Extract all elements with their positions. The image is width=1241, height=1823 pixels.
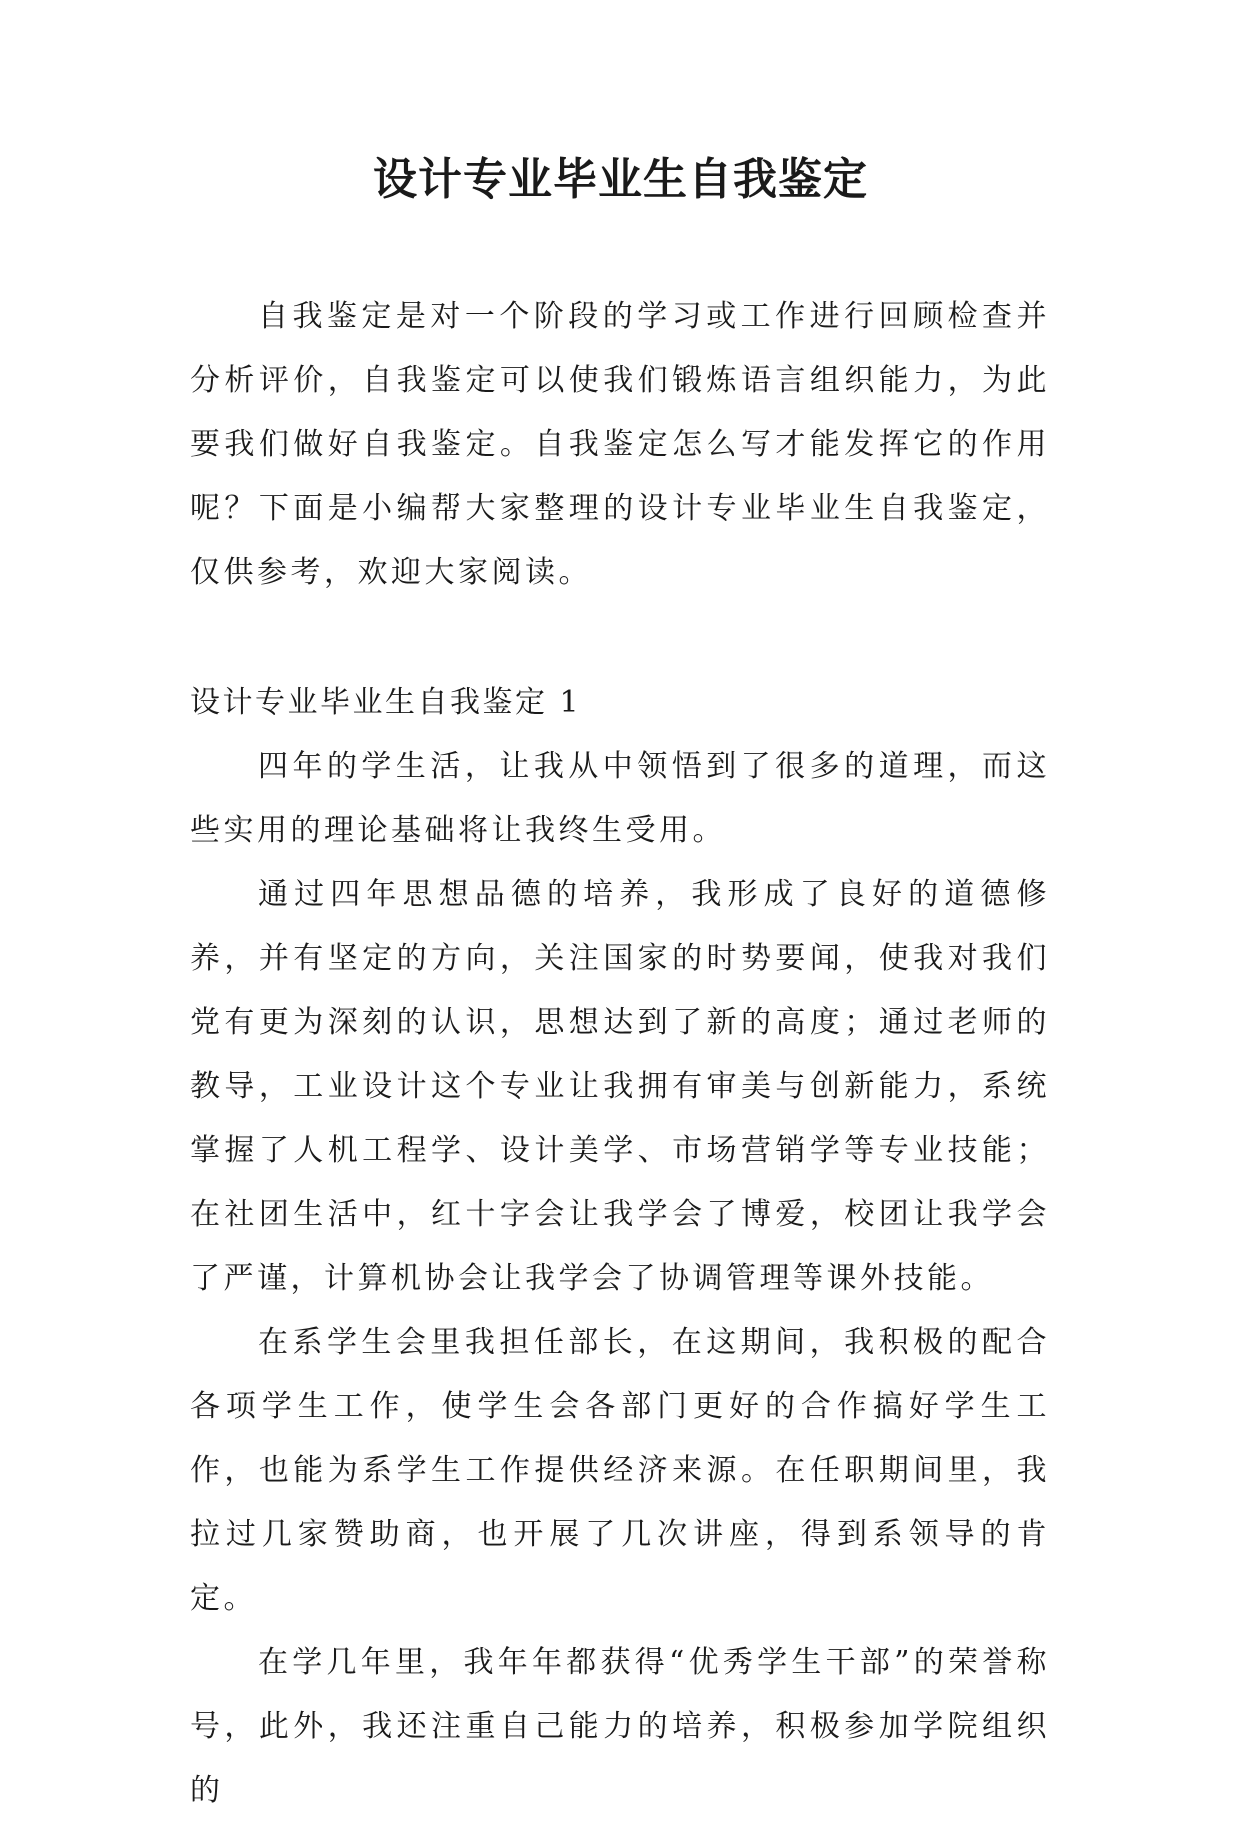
intro-paragraph: 自我鉴定是对一个阶段的学习或工作进行回顾检查并分析评价，自我鉴定可以使我们锻炼语言组织能力，为此要我们做好自我鉴定。自我鉴定怎么写才能发挥它的作用呢？下面是小编帮大家整理的设计专业毕业生自我鉴定，仅供参考，欢迎大家阅读。 [190, 299, 1050, 590]
document-body [190, 285, 1050, 1823]
body-paragraph-2: 通过四年思想品德的培养，我形成了良好的道德修养，并有坚定的方向，关注国家的时势要闻，使我对我们党有更为深刻的认识，思想达到了新的高度；通过老师的教导，工业设计这个专业让我拥有审美与创新能力，系统掌握了人机工程学、设计美学、市场营销学等专业技能；在社团生活中，红十字会让我学会了博爱，校团让我学会了严谨，计算机协会让我学会了协调管理等课外技能。 [190, 877, 1050, 1296]
section-heading: 设计专业毕业生自我鉴定 1 [190, 685, 582, 720]
document-title: 设计专业毕业生自我鉴定 [373, 154, 868, 205]
body-paragraph-3: 在系学生会里我担任部长，在这期间，我积极的配合各项学生工作，使学生会各部门更好的合作搞好学生工作，也能为系学生工作提供经济来源。在任职期间里，我拉过几家赞助商，也开展了几次讲座，得到系领导的肯定。 [190, 1325, 1050, 1616]
body-paragraph-4: 在学几年里，我年年都获得“优秀学生干部”的荣誉称号，此外，我还注重自己能力的培养，积极参加学院组织的 [190, 1645, 1050, 1808]
body-paragraph-1: 四年的学生活，让我从中领悟到了很多的道理，而这些实用的理论基础将让我终生受用。 [190, 749, 1050, 848]
